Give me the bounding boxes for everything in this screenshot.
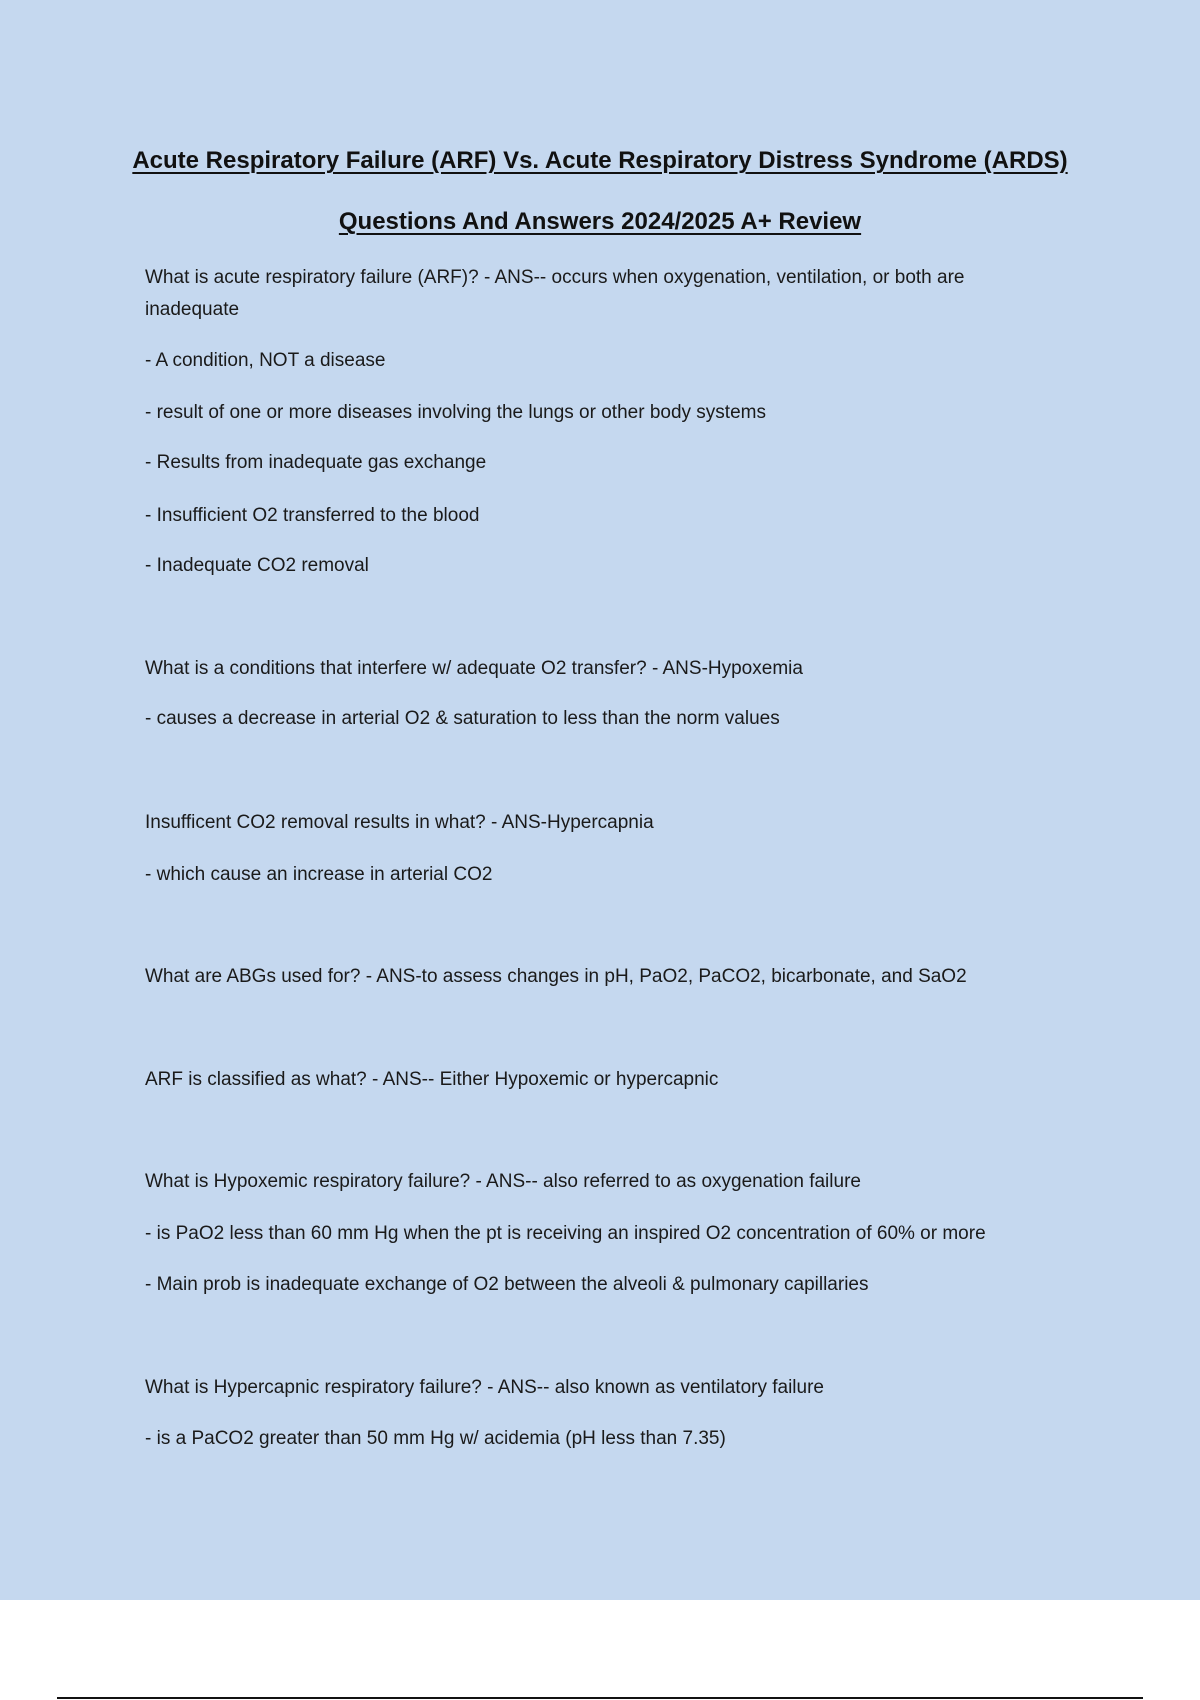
answer-bullet: - which cause an increase in arterial CO2 <box>145 864 493 885</box>
question-co2-removal: Insufficent CO2 removal results in what? - ANS-Hypercapnia <box>145 812 654 833</box>
answer-bullet: - is PaO2 less than 60 mm Hg when the pt is receiving an inspired O2 concentration of 60% or more <box>145 1223 986 1244</box>
answer-continuation: inadequate <box>145 299 240 320</box>
question-abgs: What are ABGs used for? - ANS-to assess changes in pH, PaO2, PaCO2, bicarbonate, and SaO2 <box>145 966 967 987</box>
answer-bullet: - Insufficient O2 transferred to the blood <box>145 505 480 526</box>
answer-bullet: - A condition, NOT a disease <box>145 350 386 371</box>
answer-bullet: - result of one or more diseases involving the lungs or other body systems <box>145 402 766 423</box>
answer-bullet: - Inadequate CO2 removal <box>145 555 369 576</box>
question-arf-definition: What is acute respiratory failure (ARF)? - ANS-- occurs when oxygenation, ventilation, or both are <box>145 267 965 288</box>
question-hypercapnic-failure: What is Hypercapnic respiratory failure? - ANS-- also known as ventilatory failure <box>145 1377 824 1398</box>
question-o2-transfer: What is a conditions that interfere w/ adequate O2 transfer? - ANS-Hypoxemia <box>145 658 803 679</box>
question-hypoxemic-failure: What is Hypoxemic respiratory failure? - ANS-- also referred to as oxygenation failure <box>145 1171 861 1192</box>
document-title-line-2 <box>0 208 1200 236</box>
answer-bullet: - causes a decrease in arterial O2 & saturation to less than the norm values <box>145 708 780 729</box>
answer-bullet: - is a PaCO2 greater than 50 mm Hg w/ acidemia (pH less than 7.35) <box>145 1428 726 1449</box>
question-arf-classification: ARF is classified as what? - ANS-- Either Hypoxemic or hypercapnic <box>145 1069 719 1090</box>
document-title-text-2: Questions And Answers 2024/2025 A+ Review <box>338 208 862 235</box>
footer-divider <box>57 1697 1143 1699</box>
answer-bullet: - Results from inadequate gas exchange <box>145 452 487 473</box>
document-title-line-1 <box>0 147 1200 175</box>
document-title-text-1: Acute Respiratory Failure (ARF) Vs. Acute Respiratory Distress Syndrome (ARDS) <box>132 147 1068 174</box>
answer-bullet: - Main prob is inadequate exchange of O2 between the alveoli & pulmonary capillaries <box>145 1274 869 1295</box>
